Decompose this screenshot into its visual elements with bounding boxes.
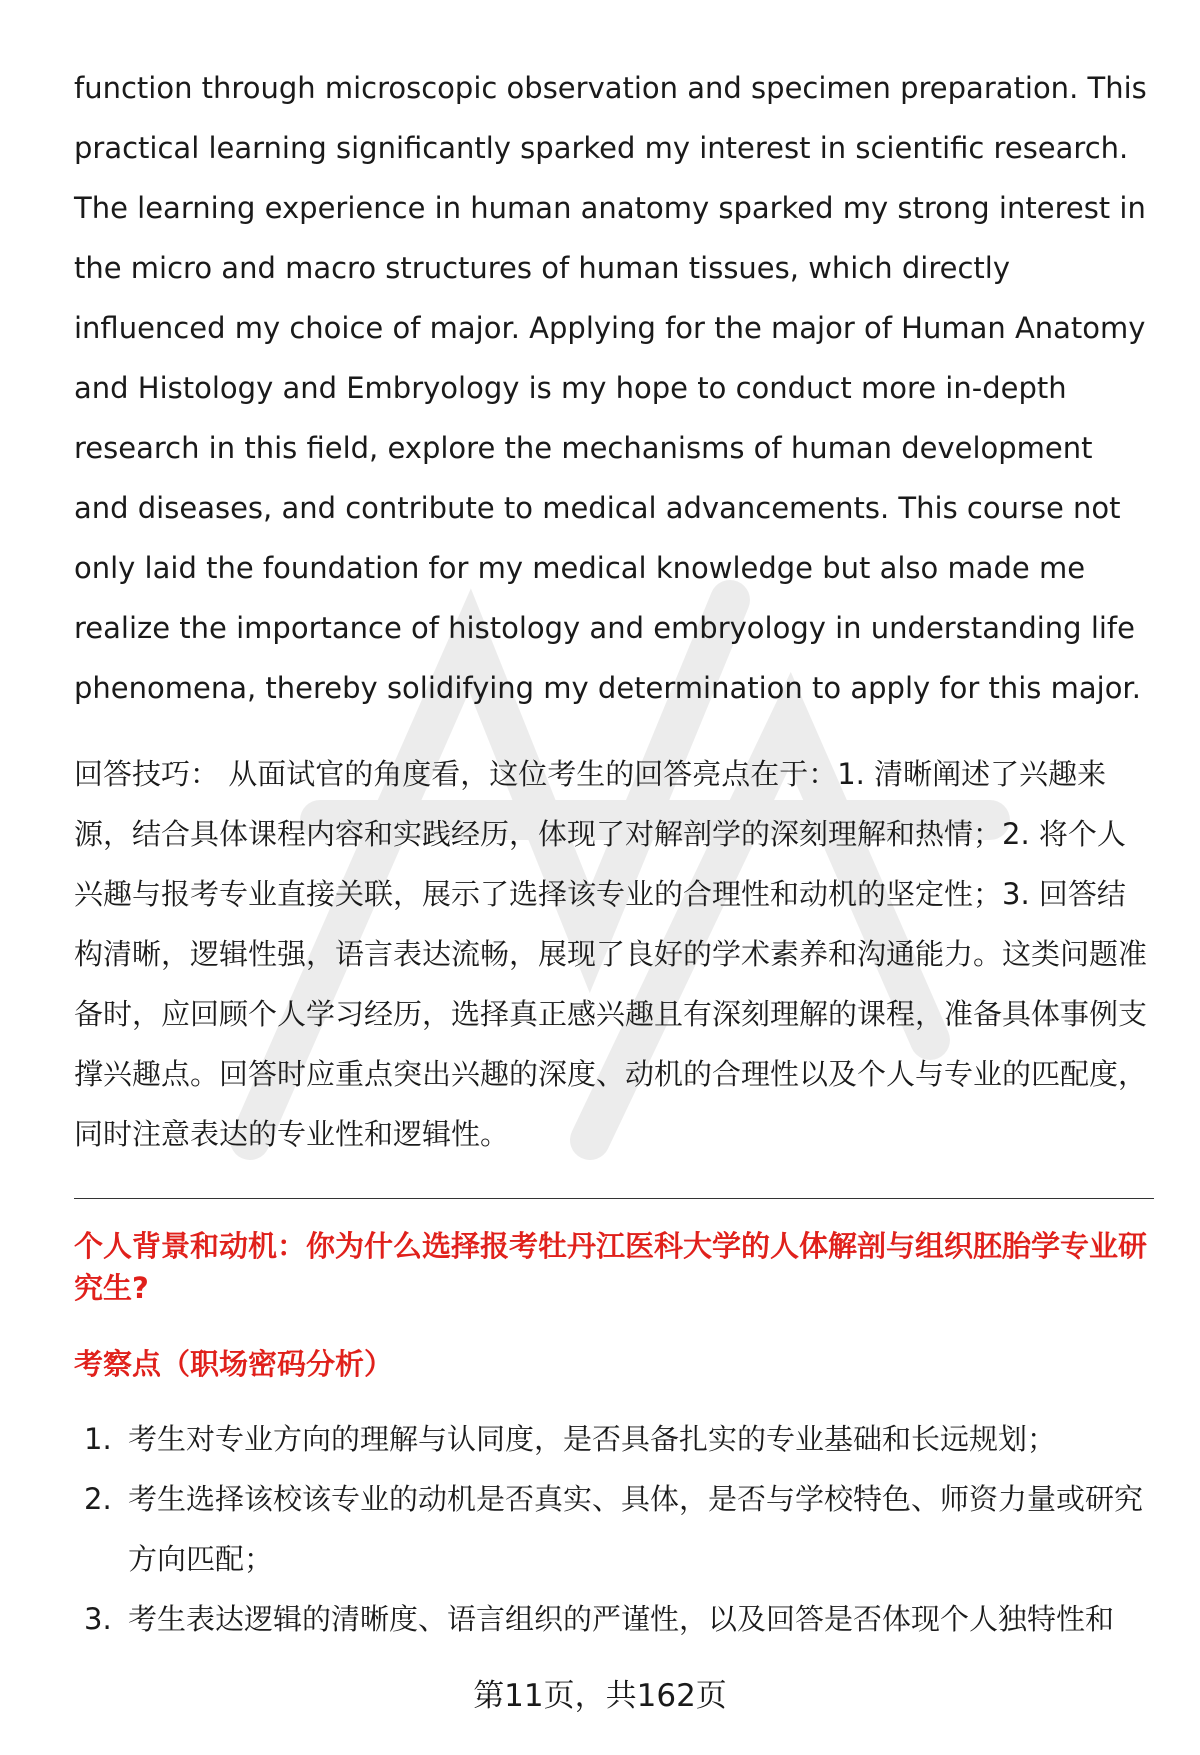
tips-text: 从面试官的角度看，这位考生的回答亮点在于：1. 清晰阐述了兴趣来源，结合具体课程内容和实践经历，体现了对解剖学的深刻理解和热情；2. 将个人兴趣与报考专业直接关联，展示了选择该专业的合理性和动机的坚定性；3. 回答结构清晰，逻辑性强，语言表达流畅，展现了良好的学术素养和沟通能力。这类问题准备时，应回顾个人学习经历，选择真正感兴趣且有深刻理解的课程，准备具体事例支撑兴趣点。回答时应重点突出兴趣的深度、动机的合理性以及个人与专业的匹配度，同时注意表达的专业性和逻辑性。 (74, 757, 1148, 1151)
list-text: 考生选择该校该专业的动机是否真实、具体，是否与学校特色、师资力量或研究方向匹配； (128, 1482, 1144, 1576)
page-content (74, 58, 1154, 1649)
list-item (74, 1589, 1154, 1649)
body-paragraph: function through microscopic observation and specimen preparation. This practical learning significantly sparked my interest in scientific research. The learning experience in human anatomy sparked my strong interest in the micro and macro structures of human tissues, which directly influenced my choice of major. Applying for the major of Human Anatomy and Histology and Embryology is my hope to conduct more in-depth research in this field, explore the mechanisms of human development and diseases, and contribute to medical advancements. This course not only laid the foundation for my medical knowledge but also made me realize the importance of histology and embryology in understanding life phenomena, thereby solidifying my determination to apply for this major. (74, 71, 1147, 705)
list-number: 1. (84, 1422, 112, 1456)
assessment-points (74, 1409, 1154, 1649)
list-item (74, 1469, 1154, 1589)
question-heading: 个人背景和动机：你为什么选择报考牡丹江医科大学的人体解剖与组织胚胎学专业研究生? (74, 1229, 1148, 1305)
subheading: 考察点（职场密码分析） (74, 1347, 394, 1381)
page-number-footer: 第11页，共162页 (473, 1678, 727, 1714)
answer-tips (74, 744, 1154, 1164)
tips-label: 回答技巧： (74, 757, 220, 791)
list-text: 考生对专业方向的理解与认同度，是否具备扎实的专业基础和长远规划； (128, 1422, 1057, 1456)
list-number: 3. (84, 1602, 112, 1636)
list-text: 考生表达逻辑的清晰度、语言组织的严谨性，以及回答是否体现个人独特性和 (128, 1602, 1115, 1636)
list-number: 2. (84, 1482, 112, 1516)
list-item (74, 1409, 1154, 1469)
section-divider (74, 1198, 1154, 1199)
